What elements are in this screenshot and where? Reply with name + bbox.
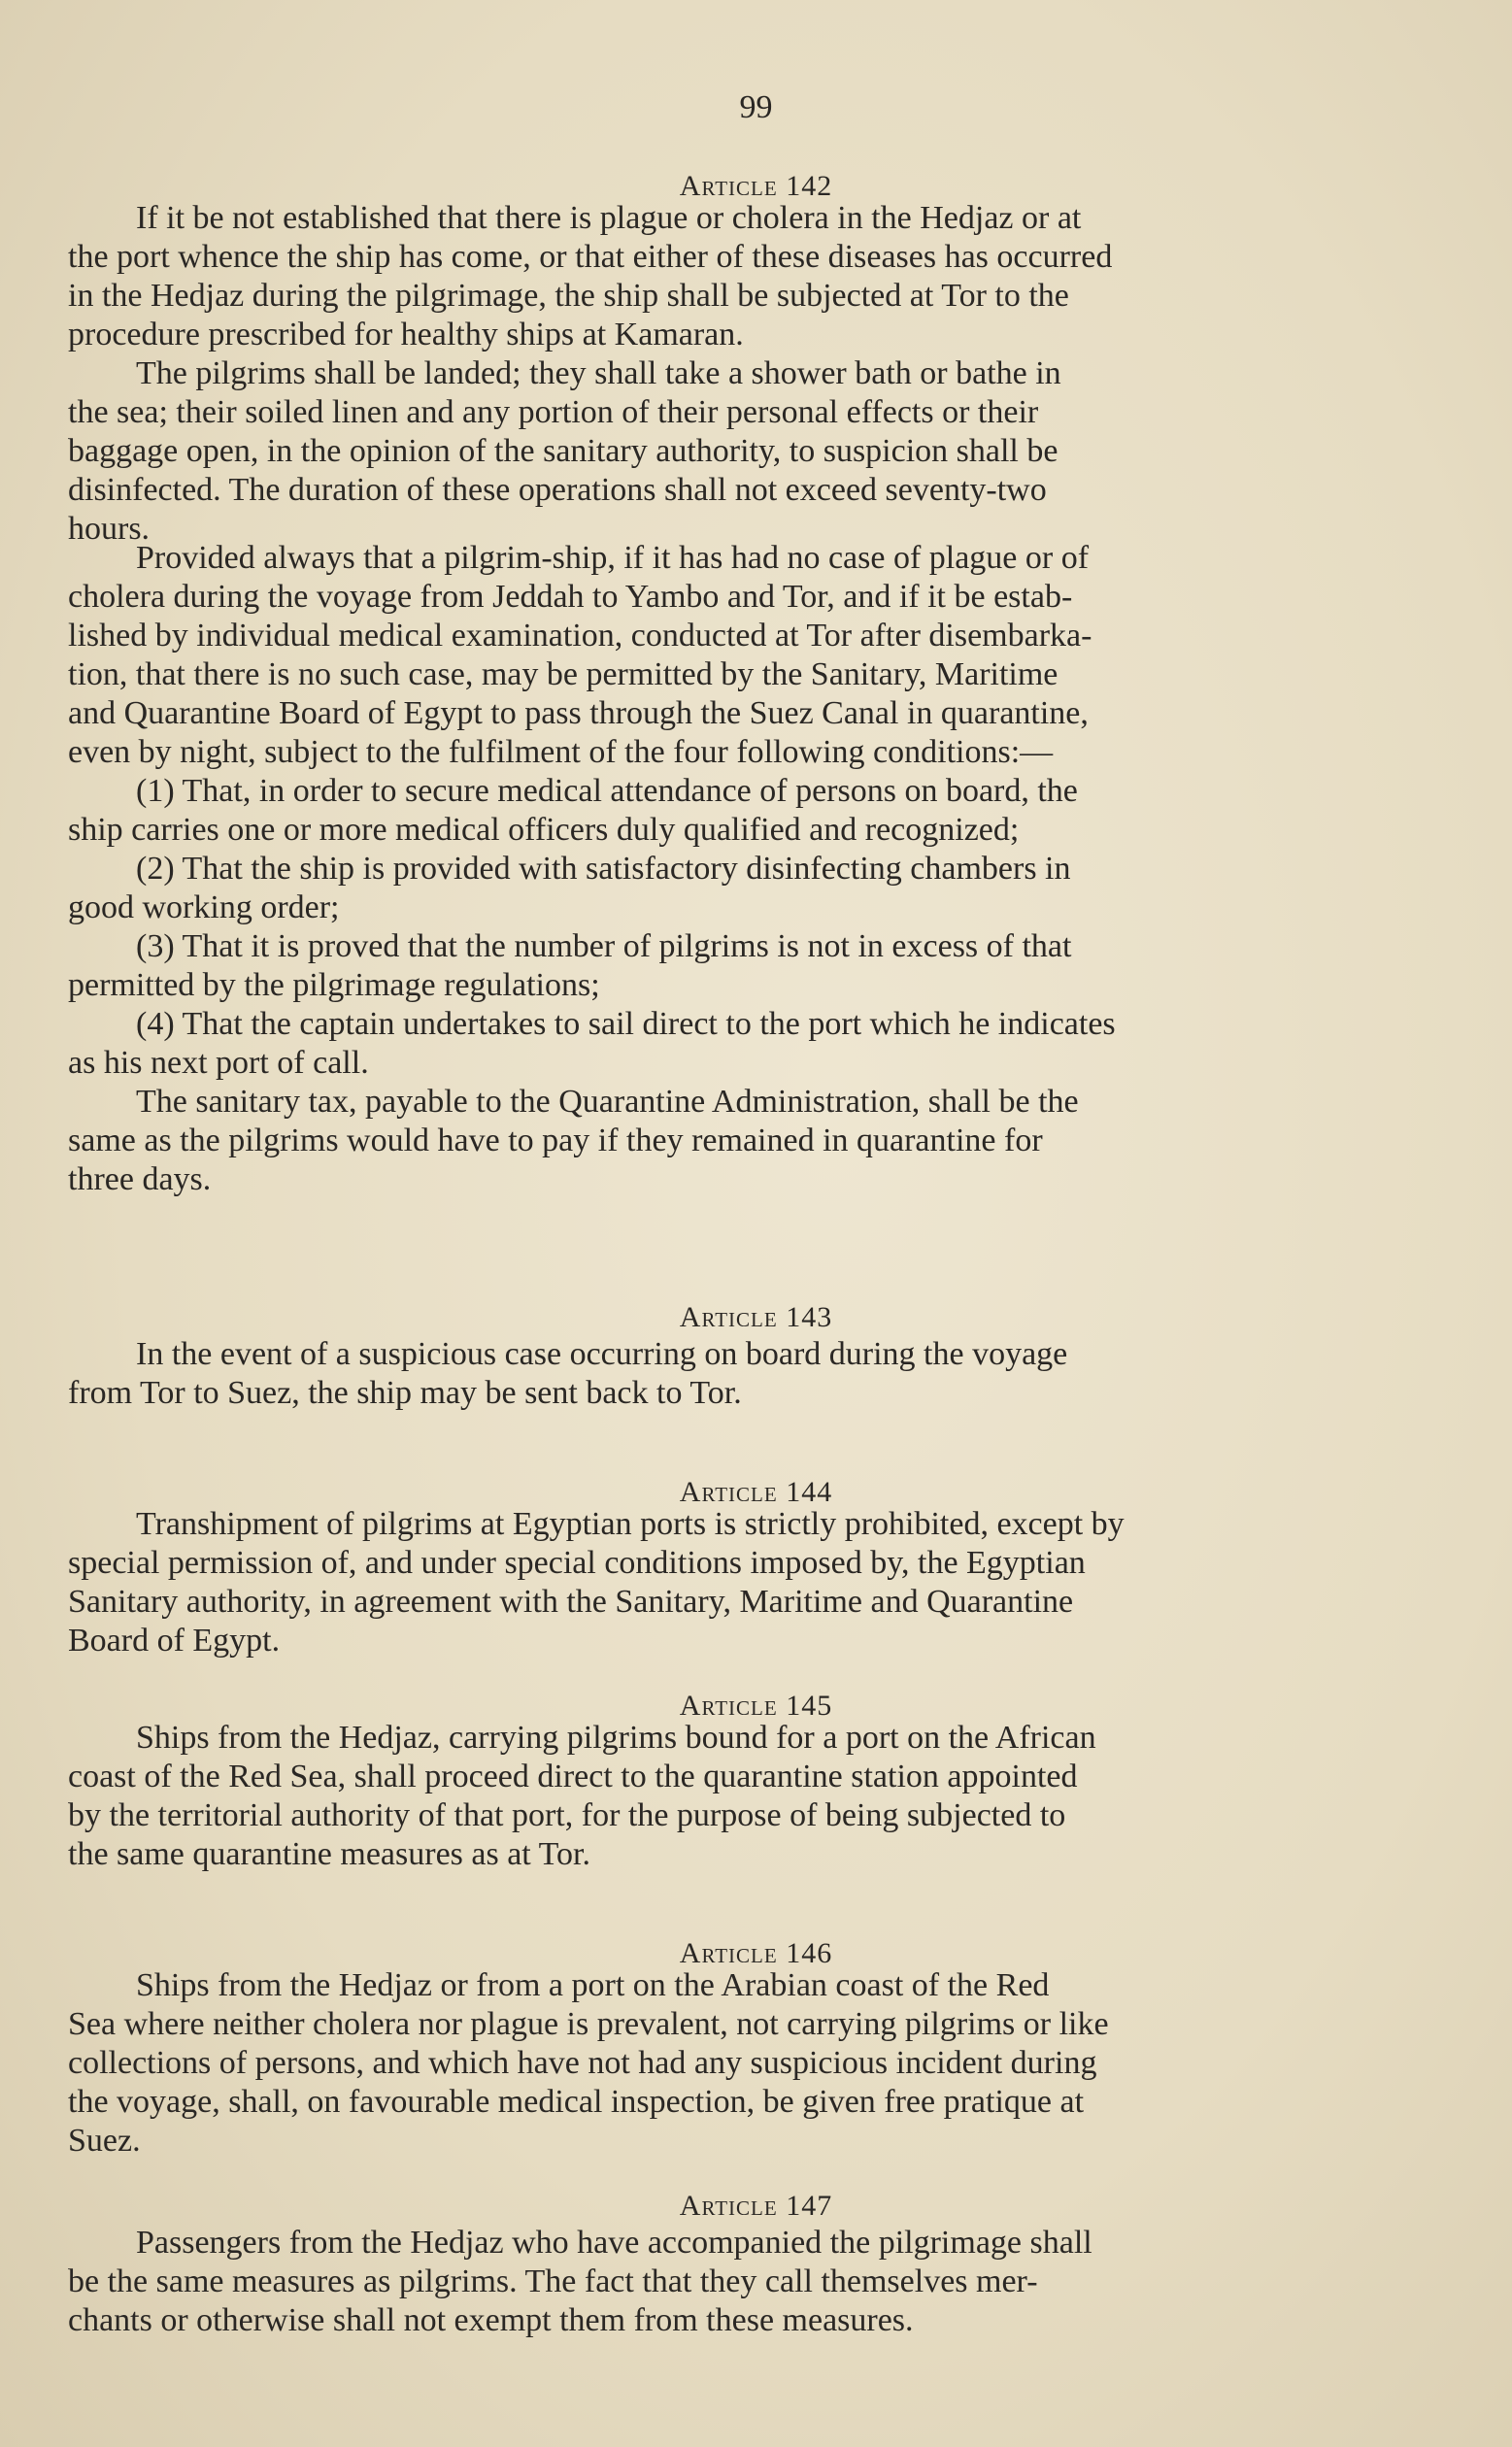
text-line: (3) That it is proved that the number of pilgrims is not in excess of that — [136, 928, 1072, 964]
text-line: be the same measures as pilgrims. The fact that they call themselves mer- — [68, 2263, 1038, 2299]
text-line: the voyage, shall, on favourable medical inspection, be given free pratique at — [68, 2084, 1085, 2120]
text-line: the sea; their soiled linen and any portion of their personal effects or their — [68, 394, 1039, 430]
text-line: special permission of, and under special conditions imposed by, the Egyptian — [68, 1545, 1086, 1581]
text-line: permitted by the pilgrimage regulations; — [68, 967, 600, 1003]
article-title: Article 147 — [679, 2190, 833, 2222]
text-line: collections of persons, and which have not had any suspicious incident during — [68, 2045, 1097, 2081]
text-line: disinfected. The duration of these operations shall not exceed seventy-two — [68, 472, 1047, 508]
text-line: Ships from the Hedjaz or from a port on the Arabian coast of the Red — [136, 1967, 1050, 2003]
text-line: as his next port of call. — [68, 1045, 369, 1081]
text-line: procedure prescribed for healthy ships at Kamaran. — [68, 317, 744, 352]
article-title: Article 146 — [679, 1937, 833, 1969]
text-line: baggage open, in the opinion of the sanitary authority, to suspicion shall be — [68, 433, 1058, 469]
text-line: lished by individual medical examination, conducted at Tor after disembarka- — [68, 618, 1092, 654]
text-line: in the Hedjaz during the pilgrimage, the ship shall be subjected at Tor to the — [68, 278, 1069, 314]
text-line: the same quarantine measures as at Tor. — [68, 1836, 590, 1872]
text-line: (2) That the ship is provided with satisfactory disinfecting chambers in — [136, 851, 1071, 887]
text-line: Suez. — [68, 2123, 141, 2159]
text-line: same as the pilgrims would have to pay if they remained in quarantine for — [68, 1123, 1043, 1158]
article-title: Article 142 — [679, 170, 833, 202]
text-line: from Tor to Suez, the ship may be sent back to Tor. — [68, 1375, 742, 1411]
text-line: Board of Egypt. — [68, 1623, 281, 1659]
text-line: ship carries one or more medical officers duly qualified and recognized; — [68, 812, 1020, 848]
text-line: Transhipment of pilgrims at Egyptian ports is strictly prohibited, except by — [136, 1506, 1125, 1542]
text-line: Sanitary authority, in agreement with the Sanitary, Maritime and Quarantine — [68, 1584, 1074, 1620]
text-line: the port whence the ship has come, or that either of these diseases has occurred — [68, 239, 1113, 275]
text-line: three days. — [68, 1161, 212, 1197]
text-line: (1) That, in order to secure medical attendance of persons on board, the — [136, 773, 1078, 809]
text-line: tion, that there is no such case, may be permitted by the Sanitary, Maritime — [68, 656, 1058, 692]
text-line: (4) That the captain undertakes to sail direct to the port which he indicates — [136, 1006, 1116, 1042]
text-line: coast of the Red Sea, shall proceed direct to the quarantine station appointed — [68, 1759, 1078, 1794]
text-line: good working order; — [68, 889, 340, 925]
article-title: Article 143 — [679, 1301, 833, 1333]
text-line: hours. — [68, 511, 151, 547]
text-line: chants or otherwise shall not exempt them from these measures. — [68, 2302, 914, 2338]
article-paragraph — [68, 1335, 1067, 1413]
article-paragraph — [68, 1505, 1125, 1660]
article-paragraph — [68, 539, 1116, 1199]
text-line: Sea where neither cholera nor plague is prevalent, not carrying pilgrims or like — [68, 2006, 1109, 2042]
text-line: cholera during the voyage from Jeddah to Yambo and Tor, and if it be estab- — [68, 579, 1073, 615]
article-title: Article 144 — [679, 1476, 833, 1508]
text-line: The sanitary tax, payable to the Quarantine Administration, shall be the — [136, 1084, 1079, 1120]
text-line: If it be not established that there is plague or cholera in the Hedjaz or at — [136, 200, 1082, 236]
article-title: Article 145 — [679, 1690, 833, 1722]
text-line: and Quarantine Board of Egypt to pass through the Suez Canal in quarantine, — [68, 695, 1089, 731]
article-paragraph — [68, 1966, 1109, 2161]
text-line: Passengers from the Hedjaz who have accompanied the pilgrimage shall — [136, 2225, 1092, 2261]
article-paragraph — [68, 199, 1112, 549]
text-line: Provided always that a pilgrim-ship, if it has had no case of plague or of — [136, 540, 1090, 576]
text-line: even by night, subject to the fulfilment of the four following conditions:— — [68, 734, 1054, 770]
text-line: Ships from the Hedjaz, carrying pilgrims bound for a port on the African — [136, 1720, 1096, 1756]
text-line: In the event of a suspicious case occurring on board during the voyage — [136, 1336, 1068, 1372]
text-line: by the territorial authority of that port, for the purpose of being subjected to — [68, 1797, 1066, 1833]
page-number: 99 — [739, 89, 773, 125]
article-paragraph — [68, 2224, 1092, 2340]
text-line: The pilgrims shall be landed; they shall take a shower bath or bathe in — [136, 355, 1061, 391]
article-paragraph — [68, 1719, 1096, 1874]
